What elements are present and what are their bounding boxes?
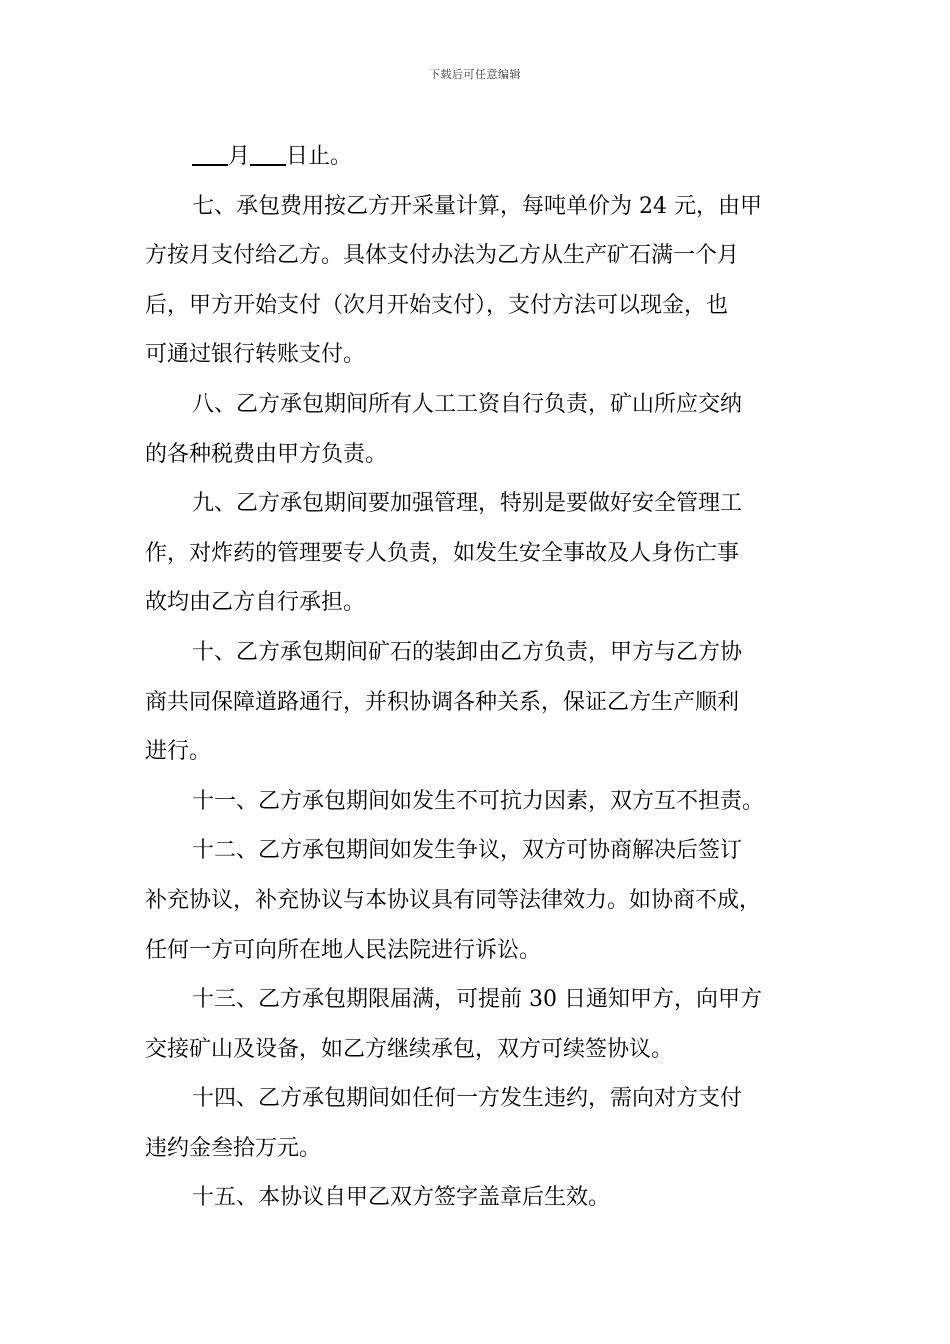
- date-line: [145, 132, 815, 182]
- clause-12-line-1: 十二、乙方承包期间如发生争议，双方可协商解决后签订: [192, 838, 743, 864]
- clause-10-line-3: 进行。: [145, 739, 212, 765]
- clause-10-line-2: 商共同保障道路通行，并积协调各种关系，保证乙方生产顺利: [145, 689, 740, 715]
- page-header: 下载后可任意编辑: [429, 68, 521, 81]
- clause-8-line-2: 的各种税费由甲方负责。: [145, 441, 388, 467]
- month-label: 月: [228, 144, 251, 169]
- clause-12-line-3: 任何一方可向所在地人民法院进行诉讼。: [145, 937, 542, 963]
- clause-7-line-4: 可通过银行转账支付。: [145, 342, 366, 368]
- clause-9-line-2: 作，对炸药的管理要专人负责，如发生安全事故及人身伤亡事: [145, 540, 740, 566]
- clause-7-line-3: 后，甲方开始支付（次月开始支付），支付方法可以现金，也: [145, 292, 729, 318]
- clause-9-line-3: 故均由乙方自行承担。: [145, 590, 366, 616]
- clause-13-line-2: 交接矿山及设备，如乙方继续承包，双方可续签协议。: [145, 1036, 674, 1062]
- clause-13-line-1: 十三、乙方承包期限届满，可提前 30 日通知甲方，向甲方: [192, 987, 762, 1013]
- document-body: [145, 132, 815, 1223]
- clause-15-line-1: 十五、本协议自甲乙双方签字盖章后生效。: [192, 1185, 611, 1211]
- clause-7-line-1: 七、承包费用按乙方开采量计算，每吨单价为 24 元，由甲: [192, 193, 762, 219]
- day-end-label: 日止。: [286, 144, 353, 169]
- clause-9-line-1: 九、乙方承包期间要加强管理，特别是要做好安全管理工: [192, 491, 743, 517]
- clause-7-line-2: 方按月支付给乙方。具体支付办法为乙方从生产矿石满一个月: [145, 243, 740, 269]
- clause-14-line-2: 违约金叁拾万元。: [145, 1135, 322, 1161]
- clause-11-line-1: 十一、乙方承包期间如发生不可抗力因素，双方互不担责。: [192, 788, 765, 814]
- clause-14-line-1: 十四、乙方承包期间如任何一方发生违约，需向对方支付: [192, 1086, 743, 1112]
- clause-10-line-1: 十、乙方承包期间矿石的装卸由乙方负责，甲方与乙方协: [192, 639, 743, 665]
- month-blank: [192, 144, 228, 166]
- clause-8-line-1: 八、乙方承包期间所有人工工资自行负责，矿山所应交纳: [192, 391, 743, 417]
- clause-12-line-2: 补充协议，补充协议与本协议具有同等法律效力。如协商不成，: [145, 887, 762, 913]
- day-blank: [250, 144, 286, 166]
